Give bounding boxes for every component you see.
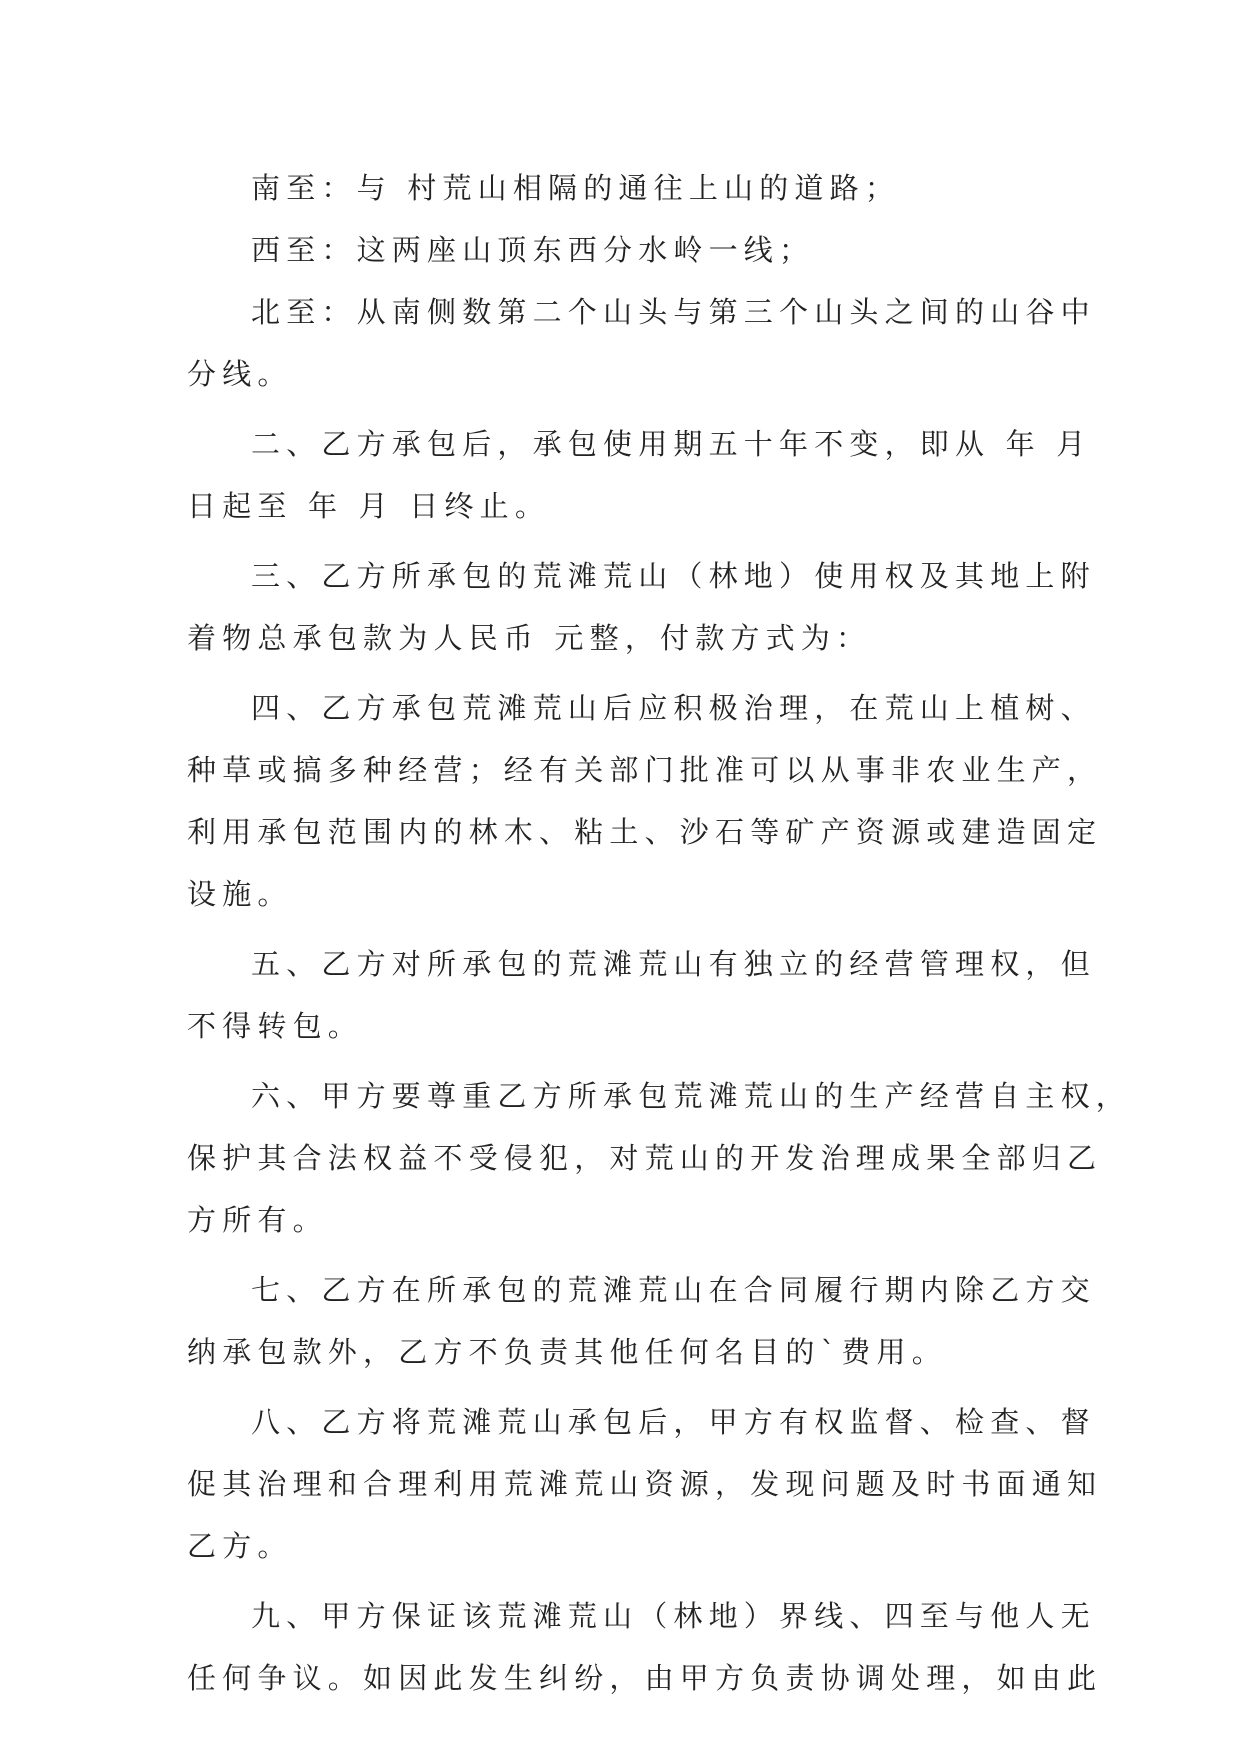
- paragraph-clause-2: [187, 413, 1092, 537]
- text-line: 设施。: [187, 877, 293, 911]
- text-line: 二、乙方承包后，承包使用期五十年不变，即从 年 月: [251, 427, 1092, 461]
- paragraph-clause-8: [187, 1391, 1103, 1577]
- text-line: 促其治理和合理利用荒滩荒山资源，发现问题及时书面通知: [187, 1467, 1103, 1501]
- paragraph-clause-5: [187, 933, 1096, 1057]
- text-line: 五、乙方对所承包的荒滩荒山有独立的经营管理权，但: [251, 947, 1096, 981]
- text-line: 保护其合法权益不受侵犯，对荒山的开发治理成果全部归乙: [187, 1141, 1103, 1175]
- text-line: 北至：从南侧数第二个山头与第三个山头之间的山谷中: [251, 295, 1096, 329]
- text-line: 方所有。: [187, 1203, 328, 1237]
- text-line: 乙方。: [187, 1529, 293, 1563]
- text-line: 利用承包范围内的林木、粘土、沙石等矿产资源或建造固定: [187, 815, 1103, 849]
- text-line: 着物总承包款为人民币 元整，付款方式为：: [187, 621, 872, 655]
- text-line: 九、甲方保证该荒滩荒山（林地）界线、四至与他人无: [251, 1599, 1096, 1633]
- text-line: 任何争议。如因此发生纠纷，由甲方负责协调处理，如由此: [187, 1661, 1103, 1695]
- paragraph-south-boundary: [187, 157, 1067, 219]
- text-line: 三、乙方所承包的荒滩荒山（林地）使用权及其地上附: [251, 559, 1096, 593]
- text-line: 西至：这两座山顶东西分水岭一线；: [251, 233, 815, 267]
- paragraph-west-boundary: [187, 219, 1067, 281]
- text-line: 分线。: [187, 357, 293, 391]
- text-line: 六、甲方要尊重乙方所承包荒滩荒山的生产经营自主权，: [251, 1079, 1132, 1113]
- text-line: 日起至 年 月 日终止。: [187, 489, 551, 523]
- document-body: [187, 157, 1132, 1709]
- text-line: 八、乙方将荒滩荒山承包后，甲方有权监督、检查、督: [251, 1405, 1096, 1439]
- paragraph-clause-4: [187, 677, 1103, 925]
- text-line: 纳承包款外，乙方不负责其他任何名目的`费用。: [187, 1335, 947, 1369]
- paragraph-clause-6: [187, 1065, 1132, 1251]
- paragraph-clause-7: [187, 1259, 1096, 1383]
- text-line: 七、乙方在所承包的荒滩荒山在合同履行期内除乙方交: [251, 1273, 1096, 1307]
- text-line: 南至：与 村荒山相隔的通往上山的道路；: [251, 171, 901, 205]
- paragraph-clause-3: [187, 545, 1096, 669]
- paragraph-north-boundary: [187, 281, 1096, 405]
- text-line: 种草或搞多种经营；经有关部门批准可以从事非农业生产，: [187, 753, 1103, 787]
- text-line: 四、乙方承包荒滩荒山后应积极治理，在荒山上植树、: [251, 691, 1096, 725]
- paragraph-clause-9: [187, 1585, 1103, 1709]
- text-line: 不得转包。: [187, 1009, 364, 1043]
